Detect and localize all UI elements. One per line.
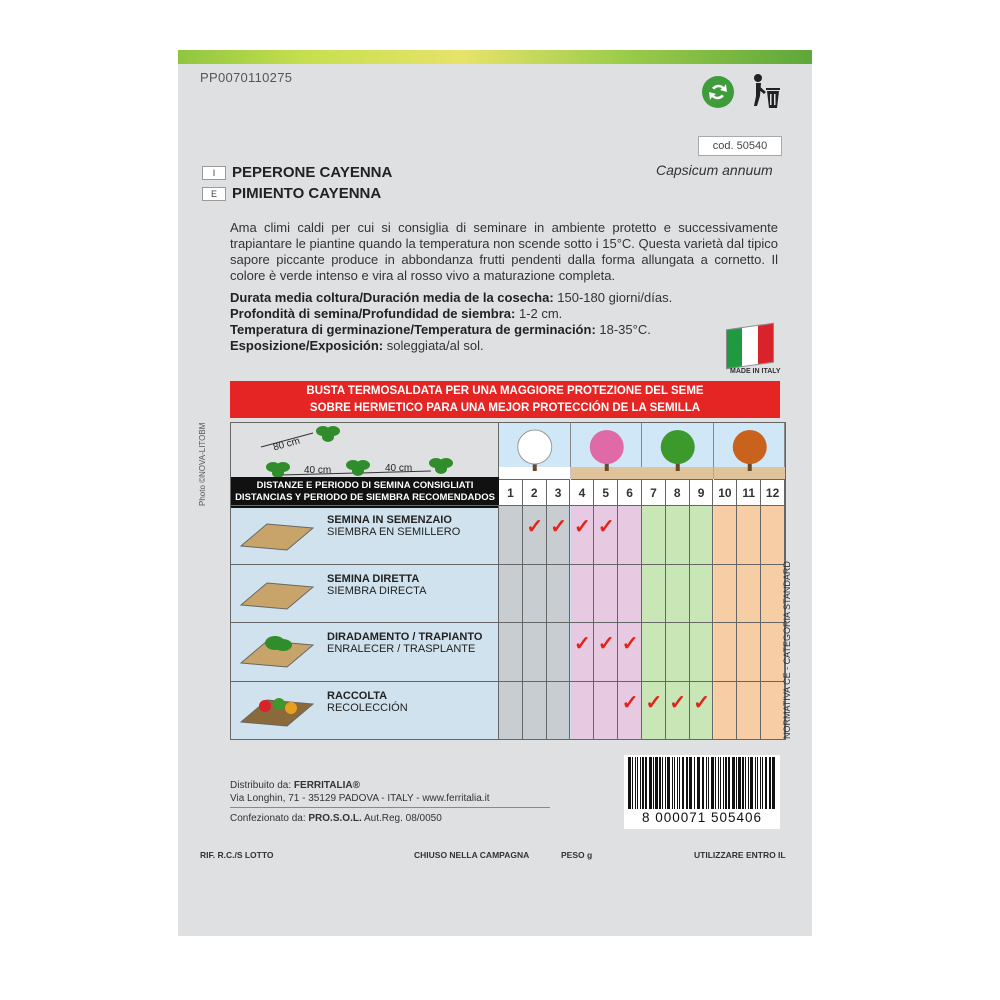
packer-line: Confezionato da: PRO.S.O.L. Aut.Reg. 08/0050 — [230, 813, 442, 824]
month-7: 7 — [642, 479, 666, 505]
spec-depth: Profondità di semina/Profundidad de siembra: 1-2 cm. — [230, 306, 563, 321]
month-12: 12 — [761, 479, 785, 505]
plant-spacing-label-2: 40 cm — [385, 463, 413, 474]
italian-flag-icon — [726, 323, 774, 370]
month-2: 2 — [523, 479, 547, 505]
weight-label: PESO g — [561, 850, 593, 860]
spacing-diagram — [231, 423, 499, 505]
month-3: 3 — [547, 479, 571, 505]
barcode-bar — [745, 757, 746, 809]
tick-mark: ✓ — [645, 691, 663, 714]
activity-row — [231, 681, 499, 740]
barcode-bar — [667, 757, 670, 809]
barcode-bar — [757, 757, 758, 809]
distributor-address: Via Longhin, 71 - 35129 PADOVA - ITALY - www.ferritalia.it — [230, 793, 490, 804]
activity-label-spanish: SIEMBRA EN SEMILLERO — [327, 526, 461, 538]
campaign-label: CHIUSO NELLA CAMPAGNA — [414, 850, 530, 860]
month-10: 10 — [714, 479, 738, 505]
month-columns — [499, 505, 785, 739]
title-italian: PEPERONE CAYENNA — [232, 164, 393, 181]
activity-row — [231, 622, 499, 681]
row-separator — [499, 622, 785, 623]
barcode-bar — [632, 757, 633, 809]
row-spacing-label: 80 cm — [272, 435, 302, 454]
made-in-label: MADE IN ITALY — [730, 368, 781, 375]
month-8: 8 — [666, 479, 690, 505]
activity-row — [231, 505, 499, 564]
month-4: 4 — [571, 479, 595, 505]
barcode-bar — [723, 757, 724, 809]
cod-code-box: cod. 50540 — [698, 136, 782, 156]
row-separator — [499, 564, 785, 565]
barcode-bar — [732, 757, 735, 809]
lang-box-spanish: E — [202, 187, 226, 201]
tick-mark: ✓ — [550, 516, 567, 538]
seed-packet-back — [178, 50, 812, 936]
trash-bin-icon — [748, 72, 784, 112]
spec-exposure: Esposizione/Exposición: soleggiata/al sol. — [230, 338, 484, 353]
activity-label-spanish: SIEMBRA DIRECTA — [327, 584, 427, 597]
barcode-bar — [662, 757, 663, 809]
plant-spacing-label-1: 40 cm — [304, 465, 332, 476]
barcode-bar — [672, 757, 673, 809]
barcode-bar — [772, 757, 775, 809]
activity-label — [327, 690, 495, 714]
normative-label: NORMATIVA CE - CATEGORIA STANDARD — [782, 561, 792, 739]
hermetic-banner: BUSTA TERMOSALDATA PER UNA MAGGIORE PROTEZIONE DEL SEME SOBRE HERMETICO PARA UNA MEJOR PROTECCIÓN DE LA SEMILLA — [230, 381, 780, 418]
barcode-bar — [720, 757, 721, 809]
activity-icon — [237, 512, 317, 559]
tick-mark: ✓ — [597, 516, 615, 538]
activity-label-italian: SEMINA DIRETTA — [327, 572, 420, 585]
barcode-bar — [755, 757, 756, 809]
barcode-bar — [697, 757, 700, 809]
barcode-bar — [762, 757, 763, 809]
barcode-bar — [659, 757, 661, 809]
row-separator — [499, 505, 785, 506]
activity-label — [327, 573, 495, 597]
season-tree-1 — [499, 423, 571, 479]
barcode-bar — [725, 757, 727, 809]
barcode-bar — [649, 757, 652, 809]
barcode-bar — [682, 757, 684, 809]
activity-row — [231, 564, 499, 623]
month-row — [499, 479, 785, 505]
month-11: 11 — [737, 479, 761, 505]
row-separator — [499, 681, 785, 682]
tick-mark: ✓ — [574, 516, 591, 538]
spec-duration: Durata media coltura/Duración media de la cosecha: 150-180 giorni/días. — [230, 290, 673, 305]
tick-mark: ✓ — [621, 691, 639, 714]
month-6: 6 — [618, 479, 642, 505]
barcode-bar — [706, 757, 707, 809]
barcode-bar — [718, 757, 719, 809]
activity-icon — [237, 571, 317, 618]
activity-label-italian: SEMINA IN SEMENZAIO — [327, 514, 452, 526]
barcode-bar — [637, 757, 638, 809]
photo-credit: Photo ©NOVA-LITOBM — [198, 422, 207, 506]
barcode-bar — [742, 757, 744, 809]
activity-label-spanish: RECOLECCIÓN — [327, 701, 408, 714]
barcode-bar — [736, 757, 737, 809]
distributor-line: Distribuito da: FERRITALIA® — [230, 780, 360, 791]
tick-mark: ✓ — [669, 691, 687, 714]
barcode-bar — [748, 757, 749, 809]
barcode-bar — [750, 757, 753, 809]
barcode-bar — [653, 757, 654, 809]
activity-label — [327, 631, 495, 655]
barcode-bar — [674, 757, 675, 809]
barcode-bar — [711, 757, 714, 809]
barcode-bar — [702, 757, 704, 809]
product-code: PP0070110275 — [200, 70, 293, 85]
season-tree-2 — [571, 423, 643, 479]
barcode-bar — [689, 757, 692, 809]
lang-box-italian: I — [202, 166, 226, 180]
barcode-bar — [655, 757, 658, 809]
tick-mark: ✓ — [597, 633, 615, 655]
tick-mark: ✓ — [693, 691, 710, 714]
activity-icon — [237, 629, 317, 676]
month-1: 1 — [499, 479, 523, 505]
recycle-icon — [702, 76, 734, 108]
barcode-bar — [645, 757, 647, 809]
barcode-bar — [738, 757, 741, 809]
tick-mark: ✓ — [526, 516, 544, 538]
tick-mark: ✓ — [574, 633, 591, 655]
activity-label-italian: DIRADAMENTO / TRAPIANTO — [327, 631, 483, 643]
barcode-bar — [686, 757, 688, 809]
month-9: 9 — [690, 479, 714, 505]
barcode-bar — [715, 757, 716, 809]
barcode-bar — [640, 757, 641, 809]
spacing-caption: DISTANZE E PERIODO DI SEMINA CONSIGLIATI DISTANCIAS Y PERIODO DE SIEMBRA RECOMENDADOS — [231, 477, 499, 508]
barcode-bar — [728, 757, 730, 809]
season-tree-3 — [642, 423, 714, 479]
top-color-strip — [178, 50, 812, 64]
barcode-bar — [628, 757, 631, 809]
activity-icon — [237, 688, 317, 735]
barcode-bar — [635, 757, 636, 809]
barcode-number: 8 000071 505406 — [626, 810, 778, 825]
season-tree-4 — [714, 423, 786, 479]
season-illustrations — [499, 423, 785, 479]
barcode-bar — [642, 757, 644, 809]
sowing-calendar — [230, 422, 786, 740]
spec-temperature: Temperatura di germinazione/Temperatura de germinación: 18-35°C. — [230, 322, 651, 337]
barcode-bar — [760, 757, 761, 809]
tick-mark: ✓ — [621, 633, 639, 655]
barcode-bar — [765, 757, 767, 809]
expiry-label: UTILIZZARE ENTRO IL — [694, 850, 786, 860]
lot-label: RIF. R.C./S LOTTO — [200, 850, 274, 860]
month-5: 5 — [594, 479, 618, 505]
title-spanish: PIMIENTO CAYENNA — [232, 185, 382, 202]
activity-rows — [231, 505, 499, 739]
barcode-bar — [677, 757, 678, 809]
divider — [230, 807, 550, 808]
latin-name: Capsicum annuum — [656, 162, 773, 178]
activity-label-italian: RACCOLTA — [327, 689, 388, 702]
activity-label — [327, 514, 495, 538]
barcode-bar — [769, 757, 771, 809]
barcode-bar — [708, 757, 709, 809]
barcode-bar — [679, 757, 680, 809]
description: Ama climi caldi per cui si consiglia di seminare in ambiente protetto e successivamente trapiantare le piantine quando la temperatura non scende sotto i 15°C. Questa varietà dal tipico sapore piccante produce in abbondanza frutti pendenti dalla forma allungata a cornetto. Il colore è verde intenso e vira al rosso vivo a maturazione completa. — [230, 220, 778, 283]
barcode-bar — [665, 757, 666, 809]
barcode-bar — [694, 757, 695, 809]
activity-label-spanish: ENRALECER / TRASPLANTE — [327, 643, 476, 655]
